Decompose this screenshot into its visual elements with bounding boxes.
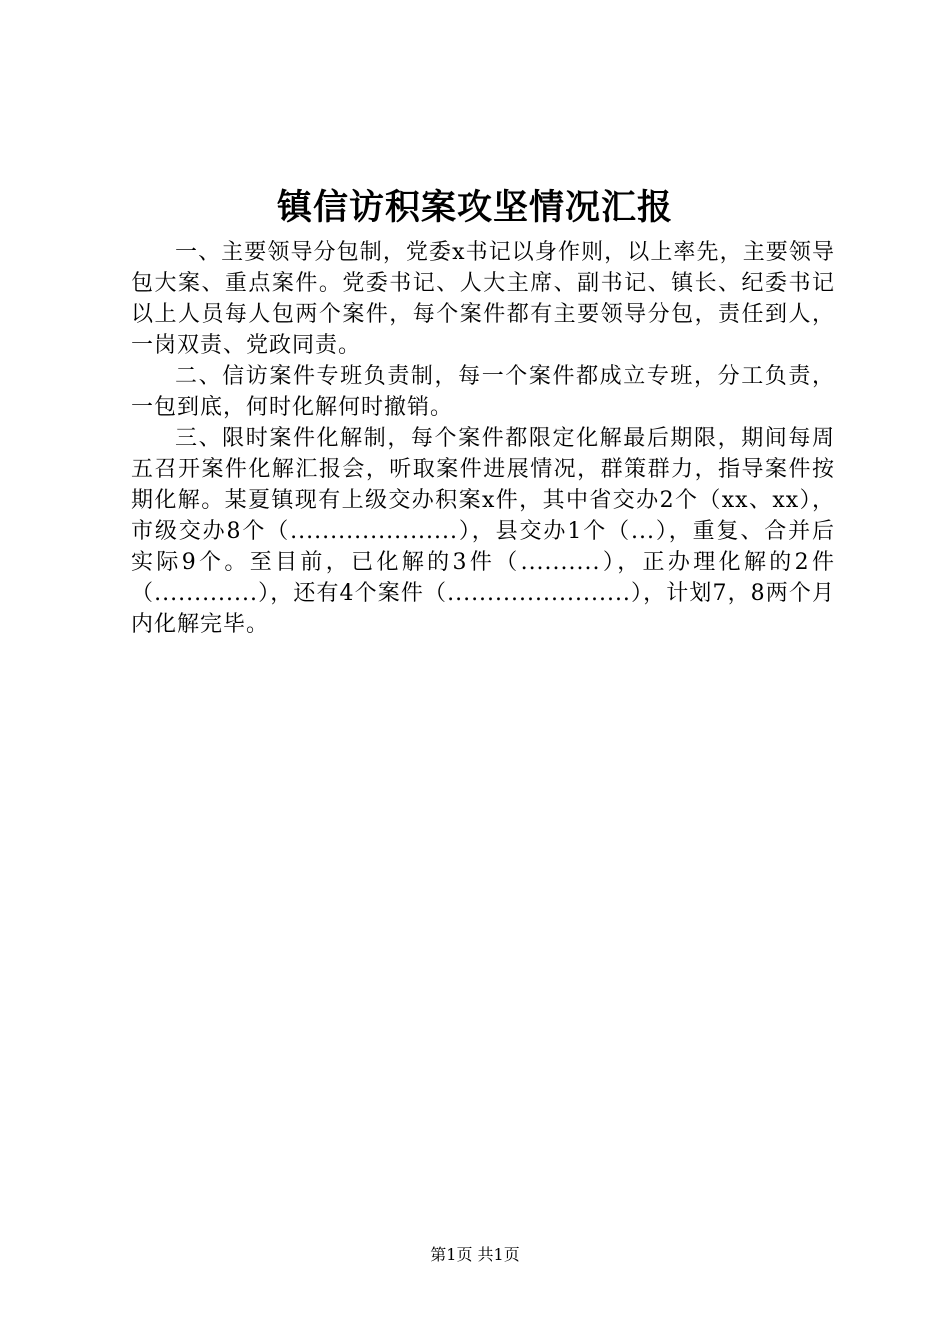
document-body [131,237,835,640]
paragraph-time-limit: 三、限时案件化解制，每个案件都限定化解最后期限，期间每周五召开案件化解汇报会，听取案件进展情况，群策群力，指导案件按期化解。某夏镇现有上级交办积案x件，其中省交办2个（xx、xx），市级交办8个（.....................），县交办1个（...），重复、合并后实际9个。至目前，已化解的3件（..........），正办理化解的2件（.............），还有4个案件（.......................），计划7，8两个月内化解完毕。 [131,426,835,637]
document-title: 镇信访积案攻坚情况汇报 [276,187,673,228]
page-footer: 第1页 共1页 [430,1245,520,1264]
paragraph-special-team: 二、信访案件专班负责制，每一个案件都成立专班，分工负责，一包到底，何时化解何时撤销。 [131,364,835,420]
paragraph-leadership-responsibility: 一、主要领导分包制，党委x书记以身作则，以上率先，主要领导包大案、重点案件。党委书记、人大主席、副书记、镇长、纪委书记以上人员每人包两个案件，每个案件都有主要领导分包，责任到人，一岗双责、党政同责。 [131,240,835,358]
